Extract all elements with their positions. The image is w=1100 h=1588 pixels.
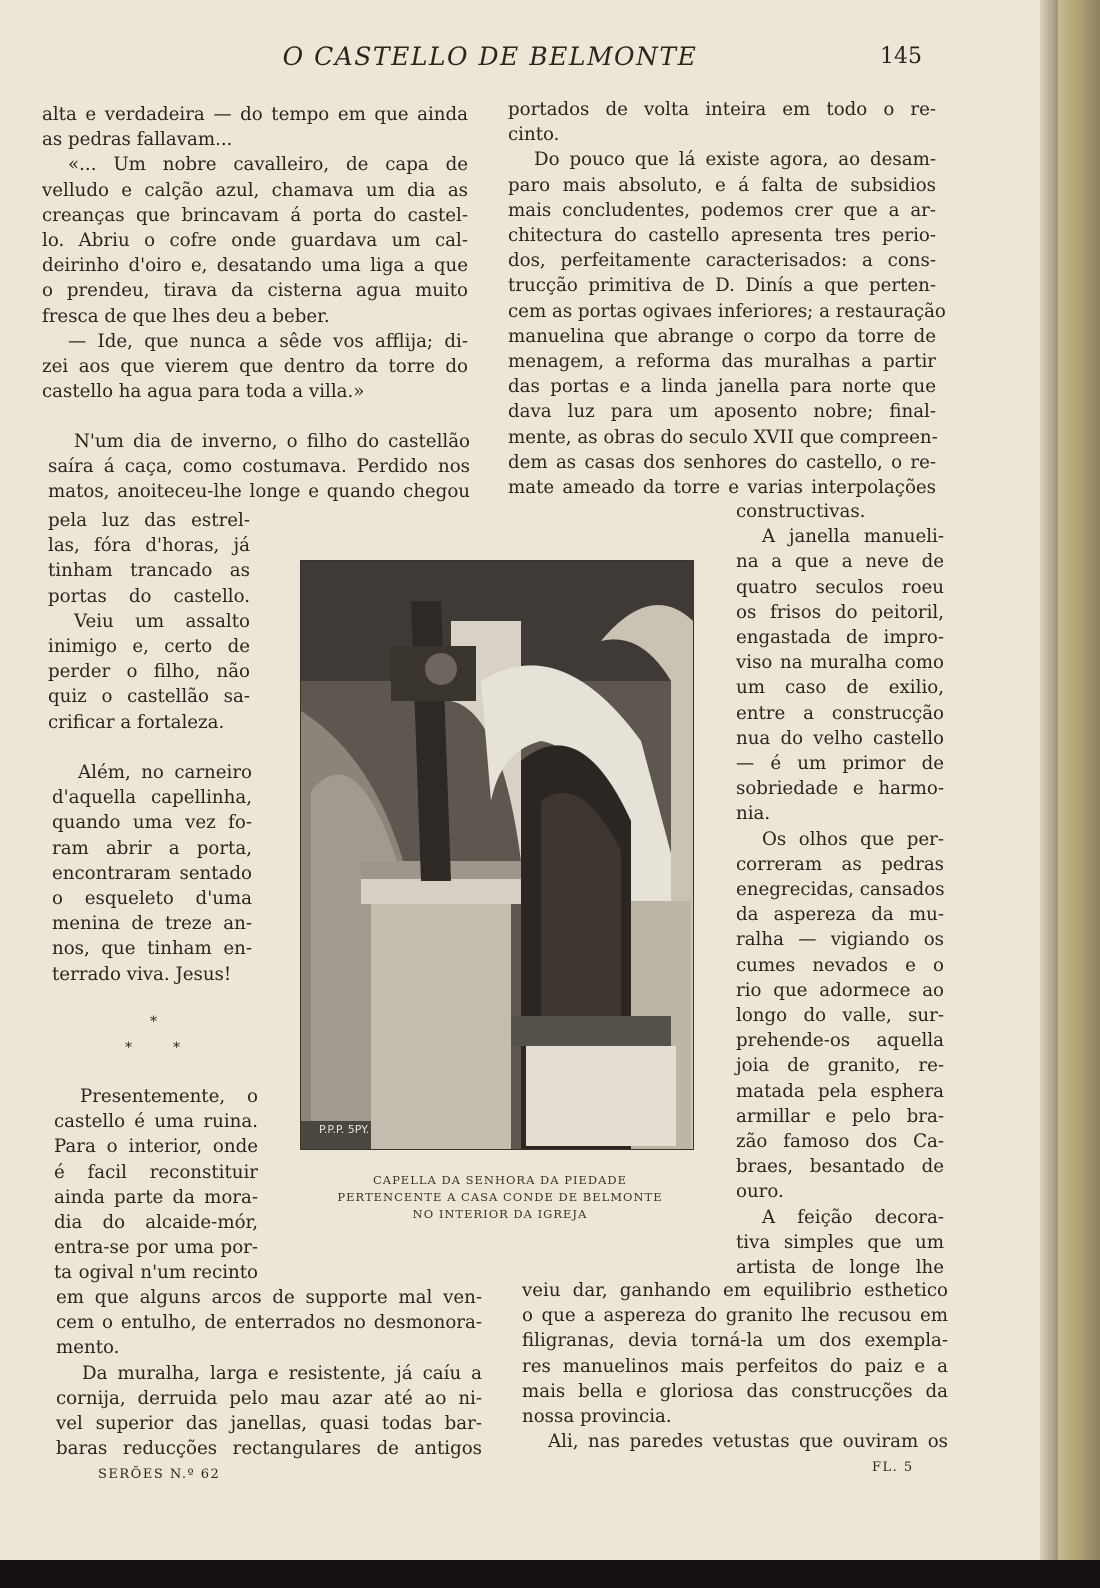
text-line: velludo e calção azul, chamava um dia as [42, 179, 468, 201]
text-line: nos, que tinham en- [52, 938, 252, 960]
text-line: viso na muralha como [736, 652, 944, 674]
book-spine-edge [1058, 0, 1100, 1560]
text-line: engastada de impro- [736, 627, 944, 649]
text-line: correram as pedras [736, 853, 944, 875]
text-line: nia. [736, 803, 771, 825]
text-line: saíra á caça, como costumava. Perdido nos [48, 456, 470, 478]
col1-bottom-paragraphs [56, 1285, 482, 1461]
text-line: ta ogival n'um recinto [54, 1262, 258, 1284]
text-line: armillar e pelo bra- [736, 1105, 944, 1127]
text-line: longo do valle, sur- [736, 1005, 944, 1027]
text-line: ralha — vigiando os [736, 929, 944, 951]
text-line: artista de longe lhe [736, 1257, 944, 1279]
text-line: na a que a neve de [736, 551, 944, 573]
text-line: matada pela esphera [736, 1080, 944, 1102]
caption-line-1: CAPELLA DA SENHORA DA PIEDADE [372, 1173, 628, 1187]
text-line: braes, besantado de [736, 1156, 944, 1178]
text-line: constructivas. [736, 501, 866, 522]
col1-top-paragraphs [42, 102, 468, 404]
text-line: — Ide, que nunca a sêde vos afflija; di- [68, 330, 468, 352]
text-line: creanças que brincavam á porta do castel- [42, 204, 468, 226]
text-line: Ali, nas paredes vetustas que ouviram os [548, 1431, 948, 1453]
text-line: cem o entulho, de enterrados no desmonora- [56, 1312, 482, 1334]
text-line: em que alguns arcos de supporte mal ven- [56, 1287, 482, 1308]
col1-mid-paragraph [48, 429, 470, 505]
text-line: dem as casas dos senhores do castello, o re- [508, 451, 936, 473]
text-line: A janella manueli- [762, 526, 944, 548]
text-line: mais concludentes, podemos crer que a ar- [508, 199, 936, 221]
text-line: quiz o castellão sa- [48, 686, 250, 708]
text-line: cornija, derruida pelo mau azar até ao ni- [56, 1387, 482, 1409]
text-line: portados de volta inteira em todo o re- [508, 99, 936, 120]
text-line: entra-se por uma por- [54, 1237, 258, 1259]
text-line: A feição decora- [762, 1206, 944, 1228]
text-line: nua do velho castello [736, 727, 944, 749]
text-line: crificar a fortaleza. [48, 711, 225, 733]
text-line: as pedras fallavam... [42, 129, 233, 151]
text-line: prehende-os aquella [736, 1030, 944, 1052]
text-line: cem as portas ogivaes inferiores; a restauração [508, 300, 946, 322]
running-title: O CASTELLO DE BELMONTE [282, 42, 698, 71]
text-line: nossa provincia. [522, 1406, 672, 1428]
text-line: trucção primitiva de D. Dinís a que perten- [508, 275, 936, 297]
text-line: menagem, a reforma das muralhas a partir [508, 351, 936, 373]
text-line: entre a construcção [736, 702, 944, 724]
footer-folio: FL. 5 [872, 1460, 914, 1475]
text-line: zei aos que vierem que dentro da torre do [42, 356, 468, 378]
text-line: encontraram sentado [52, 862, 252, 884]
text-line: dos, perfeitamente caracterisados: a cons- [508, 250, 936, 272]
text-line: terrado viva. Jesus! [52, 963, 232, 985]
text-line: Veiu um assalto [74, 610, 250, 632]
text-line: ram abrir a porta, [52, 837, 252, 859]
photo-caption [305, 1172, 695, 1223]
text-line: res manuelinos mais perfeitos do paiz e a [522, 1355, 948, 1377]
text-line: Os olhos que per- [762, 828, 944, 850]
text-line: sobriedade e harmo- [736, 778, 944, 800]
text-line: tiva simples que um [736, 1231, 944, 1253]
text-line: portas do castello. [48, 585, 250, 607]
text-line: ouro. [736, 1181, 784, 1203]
col1-narrow-paragraph-c [54, 1084, 258, 1286]
text-line: cinto. [508, 124, 560, 146]
text-line: da aspereza da mu- [736, 904, 944, 926]
text-line: tinham trancado as [48, 560, 250, 582]
text-line: o que a aspereza do granito lhe recusou em [522, 1305, 948, 1327]
text-line: mate ameado da torre e varias interpolações [508, 477, 936, 499]
caption-line-3: NO INTERIOR DA IGREJA [412, 1207, 588, 1221]
col1-narrow-paragraph-b [52, 760, 252, 987]
text-line: o esqueleto d'uma [52, 888, 252, 910]
text-line: alta e verdadeira — do tempo em que ainda [42, 104, 468, 125]
photo-signature: P.P.P. 5PY. [319, 1123, 370, 1136]
text-line: N'um dia de inverno, o filho do castellão [74, 431, 470, 452]
text-line: o prendeu, tirava da cisterna agua muito [42, 280, 468, 302]
scan-border [0, 1560, 1100, 1588]
text-line: inimigo e, certo de [48, 636, 250, 658]
text-line: filigranas, devia torná-la um dos exempla- [522, 1330, 948, 1352]
text-line: pela luz das estrel- [48, 510, 250, 531]
text-line: castello é uma ruina. [54, 1111, 258, 1133]
text-line: mais bella e gloriosa das construcções da [522, 1380, 948, 1402]
text-line: ainda parte da mora- [54, 1186, 258, 1208]
text-line: quando uma vez fo- [52, 812, 252, 834]
col2-top-paragraphs [508, 97, 946, 500]
text-line: mente, as obras do seculo XVII que compreen- [508, 426, 938, 448]
text-line: vel superior das janellas, quasi todas bar- [56, 1413, 482, 1435]
text-line: rio que adormece ao [736, 979, 944, 1001]
text-line: Além, no carneiro [78, 762, 252, 783]
footer-signature-mark: SERÕES N.º 62 [98, 1467, 221, 1482]
text-line: fresca de que lhes deu a beber. [42, 305, 330, 327]
section-divider-stars: * * * [125, 1014, 180, 1056]
text-line: mento. [56, 1337, 120, 1359]
chapel-photograph [300, 560, 694, 1150]
text-line: zão famoso dos Ca- [736, 1131, 944, 1153]
text-line: matos, anoiteceu-lhe longe e quando chegou [48, 481, 470, 503]
text-line: um caso de exilio, [736, 677, 944, 699]
text-line: cumes nevados e o [736, 954, 944, 976]
text-line: dia do alcaide-mór, [54, 1212, 258, 1234]
page-number: 145 [880, 44, 922, 69]
text-line: veiu dar, ganhando em equilibrio esthetico [522, 1280, 948, 1301]
text-line: paro mais absoluto, e á falta de subsidios [508, 174, 936, 196]
text-line: Do pouco que lá existe agora, ao desam- [534, 149, 936, 171]
text-line: enegrecidas, cansados [736, 879, 945, 901]
text-line: Para o interior, onde [54, 1136, 258, 1158]
text-line: manuelina que abrange o corpo da torre de [508, 325, 936, 347]
text-line: os frisos do peitoril, [736, 601, 944, 623]
text-line: dava luz para um aposento nobre; final- [508, 401, 936, 423]
text-line: baras reducções rectangulares de antigos [56, 1438, 482, 1460]
col2-bottom-paragraphs [522, 1278, 948, 1454]
page-edge [1040, 0, 1058, 1560]
text-line: perder o filho, não [48, 661, 250, 683]
text-line: quatro seculos roeu [736, 576, 944, 598]
text-line: joia de granito, re- [736, 1055, 944, 1077]
text-line: menina de treze an- [52, 913, 252, 935]
caption-line-2: PERTENCENTE A CASA CONDE DE BELMONTE [337, 1190, 663, 1204]
text-line: Da muralha, larga e resistente, já caíu a [82, 1362, 482, 1384]
text-line: é facil reconstituir [54, 1161, 258, 1183]
text-line: castello ha agua para toda a villa.» [42, 381, 365, 403]
text-line: las, fóra d'horas, já [48, 535, 250, 557]
col2-narrow-paragraphs [736, 499, 944, 1280]
text-line: Presentemente, o [80, 1086, 258, 1107]
text-line: chitectura do castello apresenta tres perio- [508, 225, 936, 247]
text-line: das portas e a linda janella para norte que [508, 376, 936, 398]
text-line: d'aquella capellinha, [52, 787, 252, 809]
text-line: deirinho d'oiro e, desatando uma liga a que [42, 255, 468, 277]
col1-narrow-paragraph-a [48, 508, 250, 735]
text-line: «... Um nobre cavalleiro, de capa de [68, 154, 468, 176]
text-line: lo. Abriu o cofre onde guardava um cal- [42, 230, 468, 252]
text-line: — é um primor de [736, 753, 944, 775]
chapel-arch-illustration [301, 561, 693, 1149]
